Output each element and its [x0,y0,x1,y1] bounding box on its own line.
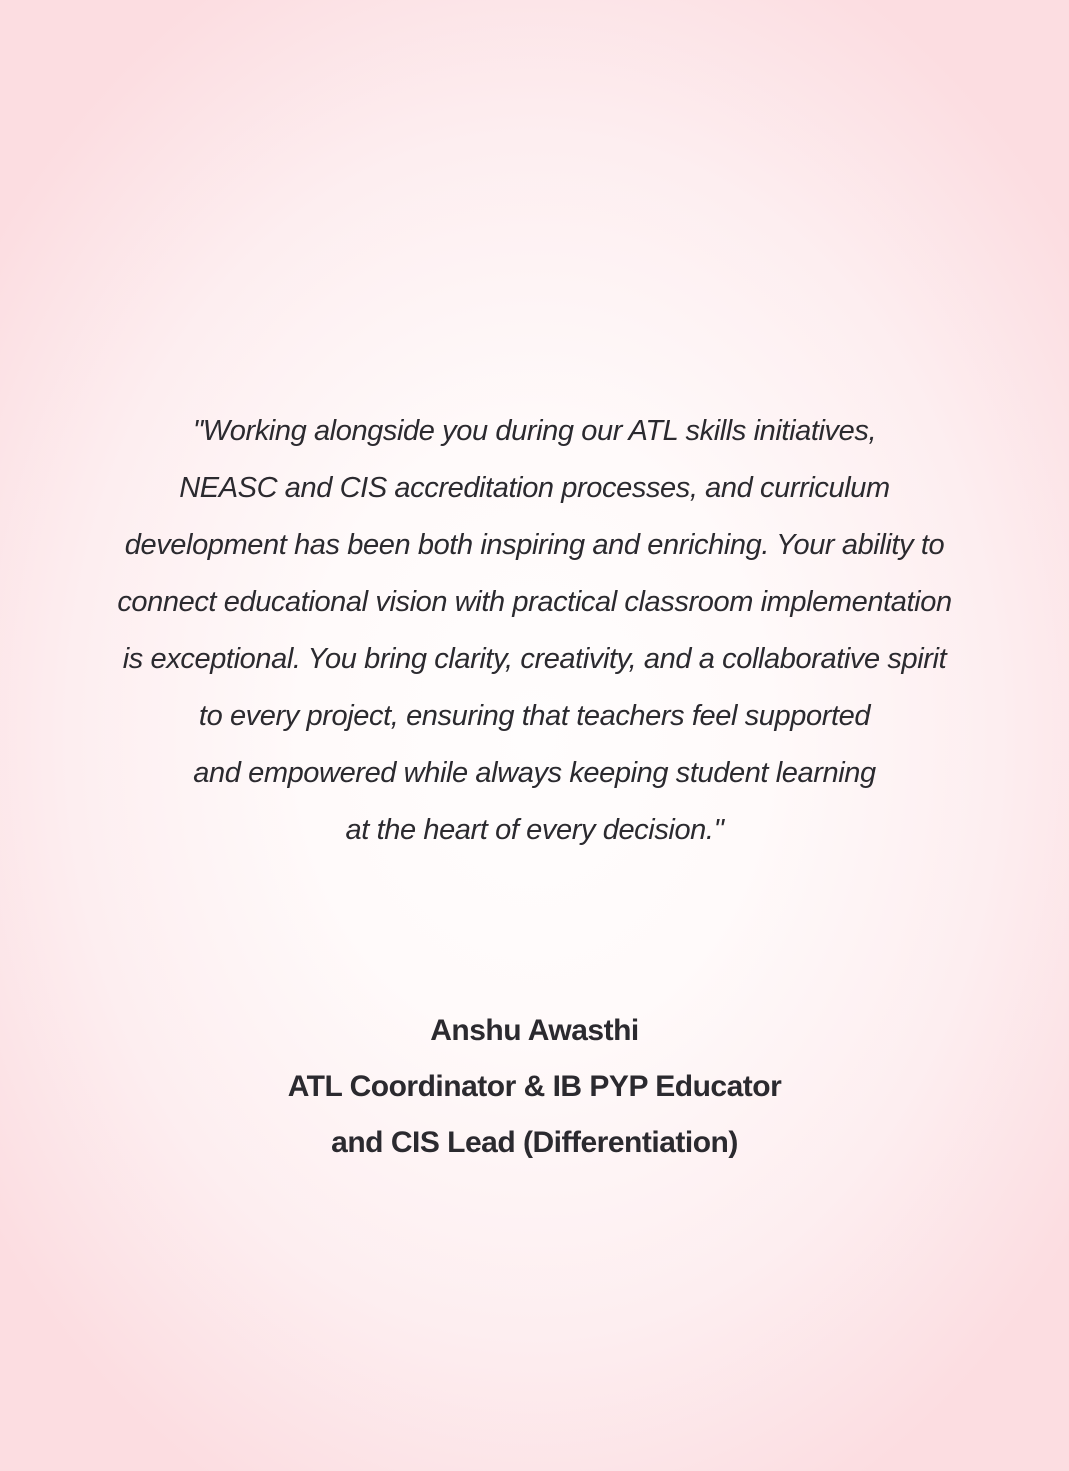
author-title: ATL Coordinator & IB PYP Educator [287,1070,782,1103]
quote-line: to every project, ensuring that teachers feel supported [198,700,871,732]
author-signature [0,1003,1069,1171]
author-name: Anshu Awasthi [430,1014,639,1047]
quote-line: "Working alongside you during our ATL skills initiatives, [192,415,877,447]
quote-line: development has been both inspiring and enriching. Your ability to [124,529,945,561]
testimonial-quote [0,403,1069,859]
quote-line: connect educational vision with practical classroom implementation [117,586,952,618]
quote-line: at the heart of every decision." [345,814,724,846]
quote-line: is exceptional. You bring clarity, creativity, and a collaborative spirit [122,643,947,675]
author-title-continued: and CIS Lead (Differentiation) [331,1126,738,1159]
quote-line: and empowered while always keeping student learning [193,757,876,789]
quote-line: NEASC and CIS accreditation processes, and curriculum [179,472,890,504]
